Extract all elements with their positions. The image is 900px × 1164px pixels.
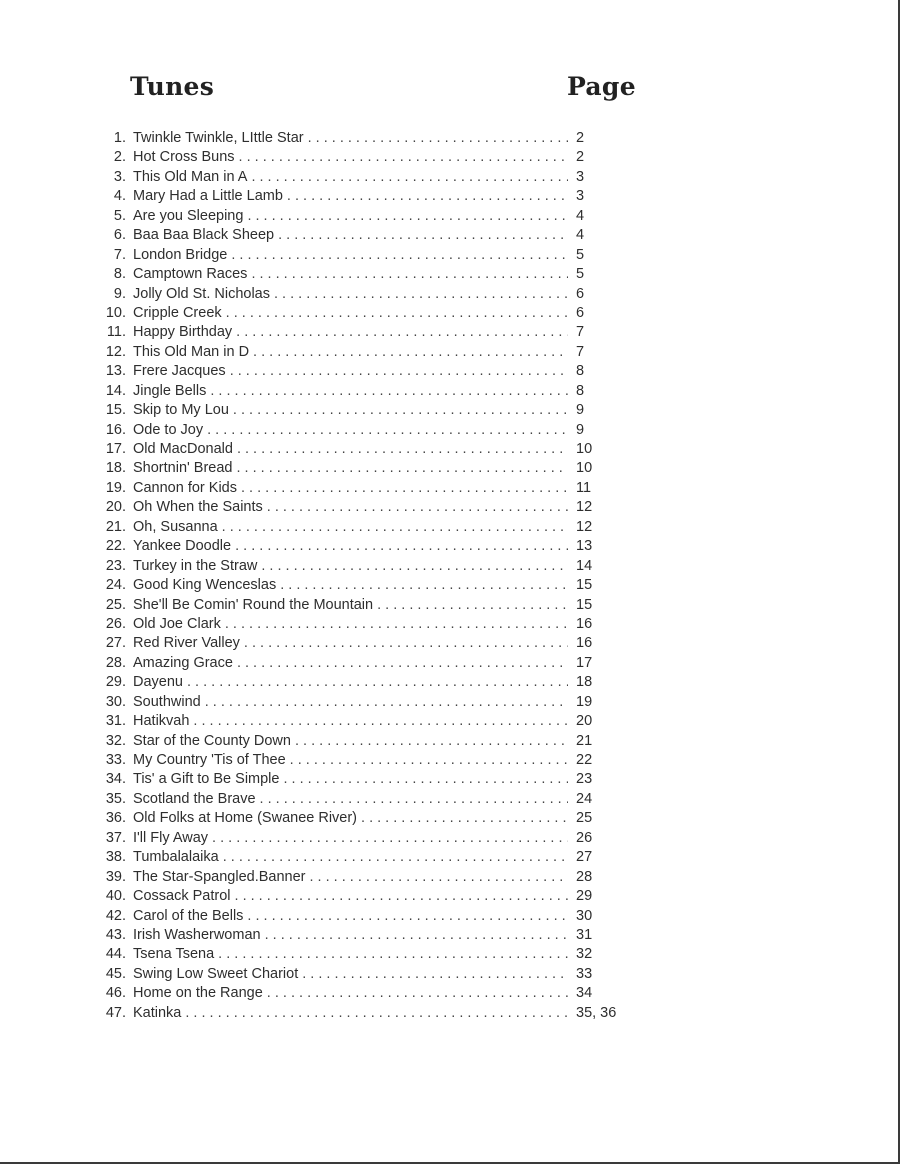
tune-title: This Old Man in D [133, 343, 250, 360]
tune-title: Cossack Patrol [133, 888, 231, 905]
tune-page-number: 13 [576, 538, 593, 555]
tune-page-number: 16 [576, 635, 593, 652]
tune-number: 23. [105, 557, 126, 574]
tune-number: 13. [105, 363, 126, 380]
dot-leader [193, 713, 568, 729]
tune-title: Home on the Range [133, 985, 263, 1002]
list-item [96, 344, 636, 363]
tune-number: 9. [113, 285, 126, 302]
tune-page-number: 25 [576, 810, 593, 827]
tune-title: Jingle Bells [133, 382, 207, 399]
dot-leader [187, 674, 568, 690]
tune-number: 26. [105, 615, 126, 632]
list-item [96, 616, 636, 635]
list-item [96, 946, 636, 965]
dot-leader [310, 869, 569, 885]
tunes-heading: Tunes [130, 72, 215, 101]
tune-number: 43. [105, 926, 126, 943]
dot-leader [302, 966, 568, 982]
tune-page-number: 10 [576, 460, 593, 477]
tune-page-number: 23 [576, 771, 593, 788]
tune-page-number: 12 [576, 499, 593, 516]
list-item [96, 888, 636, 907]
page-heading: Page [567, 72, 636, 101]
list-item [96, 383, 636, 402]
tune-page-number: 2 [576, 149, 585, 166]
tune-page-number: 3 [576, 188, 585, 205]
tune-page-number: 32 [576, 946, 593, 963]
dot-leader [283, 771, 568, 787]
list-item [96, 713, 636, 732]
tune-page-number: 15 [576, 577, 593, 594]
tune-page-number: 27 [576, 849, 593, 866]
list-item [96, 402, 636, 421]
tune-page-number: 21 [576, 732, 593, 749]
dot-leader [260, 791, 568, 807]
tune-title: Southwind [133, 693, 201, 710]
tune-title: Yankee Doodle [133, 538, 232, 555]
dot-leader [295, 733, 568, 749]
tune-page-number: 17 [576, 654, 593, 671]
tune-number: 35. [105, 790, 126, 807]
list-item [96, 655, 636, 674]
tune-page-number: 18 [576, 674, 593, 691]
tune-title: Good King Wenceslas [133, 577, 277, 594]
tune-number: 34. [105, 771, 126, 788]
tune-title: Oh, Susanna [133, 518, 218, 535]
tune-number: 1. [113, 130, 126, 146]
tune-number: 47. [105, 1004, 126, 1021]
tune-page-number: 15 [576, 596, 593, 613]
tune-title: Oh When the Saints [133, 499, 263, 516]
tune-page-number: 34 [576, 985, 593, 1002]
tune-title: Tis' a Gift to Be Simple [133, 771, 280, 788]
tune-title: Scotland the Brave [133, 790, 256, 807]
tune-page-number: 33 [576, 965, 593, 982]
tune-title: Irish Washerwoman [133, 926, 261, 943]
list-item [96, 597, 636, 616]
list-item [96, 830, 636, 849]
list-item [96, 480, 636, 499]
tune-number: 33. [105, 752, 126, 768]
tune-page-number: 28 [576, 868, 593, 885]
list-item [96, 208, 636, 227]
tune-page-number: 20 [576, 713, 593, 730]
dot-leader [235, 888, 568, 904]
list-item [96, 752, 636, 771]
tune-number: 18. [105, 460, 126, 477]
tune-number: 29. [105, 674, 126, 691]
tune-number: 12. [105, 343, 126, 360]
dot-leader [237, 441, 568, 457]
tune-number: 45. [105, 965, 126, 982]
list-item [96, 908, 636, 927]
tune-title: Twinkle Twinkle, LIttle Star [133, 130, 304, 146]
dot-leader [251, 266, 568, 282]
dot-leader [267, 499, 568, 515]
tune-number: 5. [113, 207, 126, 224]
list-item [96, 441, 636, 460]
tune-page-number: 22 [576, 752, 593, 768]
tune-title: Tsena Tsena [133, 946, 215, 963]
tune-page-number: 2 [576, 130, 585, 146]
dot-leader [237, 460, 569, 476]
tune-number: 19. [105, 479, 126, 496]
tune-number: 2. [113, 149, 126, 166]
dot-leader [253, 344, 568, 360]
tune-title: Baa Baa Black Sheep [133, 227, 275, 244]
tune-page-number: 14 [576, 557, 593, 574]
tune-number: 21. [105, 518, 126, 535]
tune-number: 36. [105, 810, 126, 827]
list-item [96, 927, 636, 946]
tune-number: 11. [106, 324, 126, 341]
tune-number: 4. [113, 188, 126, 205]
dot-leader [361, 810, 568, 826]
tune-number: 39. [105, 868, 126, 885]
tune-page-number: 35, 36 [576, 1004, 617, 1021]
tune-page-number: 30 [576, 907, 593, 924]
tune-number: 30. [105, 693, 126, 710]
dot-leader [261, 558, 568, 574]
list-item [96, 577, 636, 596]
dot-leader [267, 985, 568, 1001]
list-item [96, 810, 636, 829]
tune-title: This Old Man in A [133, 168, 248, 185]
dot-leader [226, 305, 568, 321]
dot-leader [377, 597, 568, 613]
list-item [96, 286, 636, 305]
list-item [96, 227, 636, 246]
tune-title: Skip to My Lou [133, 402, 229, 419]
dot-leader [222, 519, 568, 535]
tune-number: 24. [105, 577, 126, 594]
dot-leader [274, 286, 568, 302]
dot-leader [230, 363, 568, 379]
tune-page-number: 6 [576, 304, 585, 321]
list-item [96, 694, 636, 713]
tune-title: Happy Birthday [133, 324, 233, 341]
tune-page-number: 4 [576, 227, 585, 244]
tune-page-number: 3 [576, 168, 585, 185]
dot-leader [247, 908, 568, 924]
tune-number: 8. [113, 266, 126, 283]
list-item [96, 305, 636, 324]
tune-title: The Star-Spangled.Banner [133, 868, 306, 885]
tune-page-number: 12 [576, 518, 593, 535]
dot-leader [239, 149, 568, 165]
tune-page-number: 9 [576, 402, 585, 419]
tune-title: Dayenu [133, 674, 183, 691]
tune-page-number: 29 [576, 888, 593, 905]
dot-leader [280, 577, 568, 593]
tune-title: Red River Valley [133, 635, 240, 652]
tune-page-number: 24 [576, 790, 593, 807]
tune-number: 22. [105, 538, 126, 555]
dot-leader [218, 946, 568, 962]
tune-number: 40. [105, 888, 126, 905]
dot-leader [290, 752, 568, 768]
tune-page-number: 8 [576, 382, 585, 399]
list-item [96, 849, 636, 868]
tune-number: 46. [105, 985, 126, 1002]
dot-leader [236, 324, 568, 340]
tune-title: Old Joe Clark [133, 615, 221, 632]
dot-leader [278, 227, 568, 243]
tune-page-number: 5 [576, 266, 585, 283]
list-item [96, 247, 636, 266]
tune-number: 10. [105, 304, 126, 321]
tune-title: Hot Cross Buns [133, 149, 235, 166]
dot-leader [237, 655, 568, 671]
tune-title: Old Folks at Home (Swanee River) [133, 810, 358, 827]
list-item [96, 674, 636, 693]
tune-title: Turkey in the Straw [133, 557, 258, 574]
list-item [96, 985, 636, 1004]
list-item [96, 771, 636, 790]
tune-number: 32. [105, 732, 126, 749]
list-item [96, 733, 636, 752]
tune-number: 14. [105, 382, 126, 399]
tune-title: Swing Low Sweet Chariot [133, 965, 299, 982]
tune-page-number: 16 [576, 615, 593, 632]
dot-leader [231, 247, 568, 263]
tune-page-number: 4 [576, 207, 585, 224]
list-item [96, 149, 636, 168]
list-item [96, 869, 636, 888]
tune-number: 17. [105, 441, 126, 457]
list-item [96, 422, 636, 441]
tune-title: My Country 'Tis of Thee [133, 752, 286, 768]
tune-number: 37. [105, 829, 126, 846]
dot-leader [210, 383, 568, 399]
dot-leader [207, 422, 568, 438]
tune-title: Old MacDonald [133, 441, 233, 457]
dot-leader [241, 480, 568, 496]
list-item [96, 1005, 636, 1024]
list-item [96, 324, 636, 343]
tune-page-number: 19 [576, 693, 593, 710]
tune-page-number: 9 [576, 421, 585, 438]
dot-leader [223, 849, 568, 865]
tune-number: 44. [105, 946, 126, 963]
list-item [96, 460, 636, 479]
tune-page-number: 11 [576, 479, 592, 496]
tune-number: 6. [113, 227, 126, 244]
tune-title: Tumbalalaika [133, 849, 219, 866]
tune-title: Shortnin' Bread [133, 460, 233, 477]
tune-number: 28. [105, 654, 126, 671]
tune-number: 31. [105, 713, 126, 730]
list-item [96, 363, 636, 382]
tune-title: Cripple Creek [133, 304, 222, 321]
tune-number: 7. [113, 246, 126, 263]
tune-title: London Bridge [133, 246, 228, 263]
list-item [96, 499, 636, 518]
tune-title: Amazing Grace [133, 654, 233, 671]
tune-list [96, 130, 636, 1024]
tune-page-number: 26 [576, 829, 593, 846]
tune-page-number: 5 [576, 246, 585, 263]
list-item [96, 966, 636, 985]
tune-title: Hatikvah [133, 713, 190, 730]
tune-title: Cannon for Kids [133, 479, 237, 496]
list-item [96, 538, 636, 557]
tune-number: 20. [105, 499, 126, 516]
tune-number: 3. [113, 168, 126, 185]
list-item [96, 791, 636, 810]
list-item [96, 188, 636, 207]
tune-number: 16. [105, 421, 126, 438]
dot-leader [185, 1005, 568, 1021]
tune-title: Mary Had a Little Lamb [133, 188, 283, 205]
tune-number: 38. [105, 849, 126, 866]
list-item [96, 519, 636, 538]
tune-page-number: 7 [576, 343, 585, 360]
tune-title: Camptown Races [133, 266, 248, 283]
tune-number: 15. [105, 402, 126, 419]
dot-leader [244, 635, 568, 651]
tune-title: I'll Fly Away [133, 829, 209, 846]
tune-number: 27. [105, 635, 126, 652]
tune-title: Carol of the Bells [133, 907, 244, 924]
tune-page-number: 8 [576, 363, 585, 380]
tune-title: Are you Sleeping [133, 207, 244, 224]
dot-leader [287, 188, 568, 204]
tune-title: Katinka [133, 1004, 182, 1021]
list-item [96, 558, 636, 577]
tune-number: 42. [105, 907, 126, 924]
tune-title: She'll Be Comin' Round the Mountain [133, 596, 374, 613]
tune-number: 25. [105, 596, 126, 613]
list-item [96, 635, 636, 654]
tune-page-number: 31 [576, 926, 593, 943]
dot-leader [247, 208, 568, 224]
dot-leader [205, 694, 568, 710]
dot-leader [235, 538, 568, 554]
dot-leader [308, 130, 568, 146]
tune-title: Star of the County Down [133, 732, 291, 749]
dot-leader [225, 616, 568, 632]
tune-title: Frere Jacques [133, 363, 226, 380]
dot-leader [233, 402, 568, 418]
tune-title: Ode to Joy [133, 421, 204, 438]
dot-leader [212, 830, 568, 846]
tune-page-number: 7 [576, 324, 585, 341]
dot-leader [251, 169, 568, 185]
list-item [96, 266, 636, 285]
tune-page-number: 10 [576, 441, 593, 457]
list-item [96, 130, 636, 149]
dot-leader [265, 927, 568, 943]
tune-page-number: 6 [576, 285, 585, 302]
tune-title: Jolly Old St. Nicholas [133, 285, 270, 302]
list-item [96, 169, 636, 188]
